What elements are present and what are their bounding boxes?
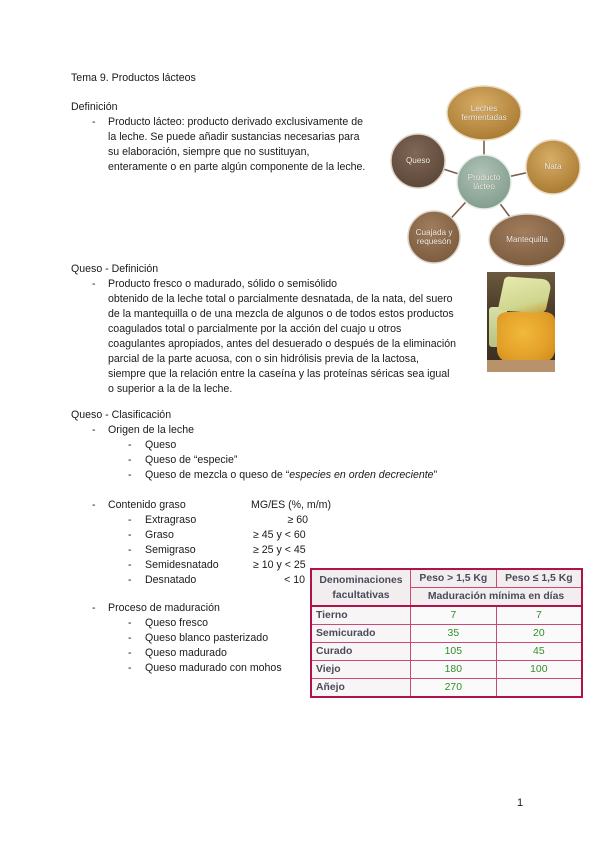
row-value-light: 7 xyxy=(496,606,582,625)
node-label-cuajada: Cuajada y requesón xyxy=(415,227,453,246)
definition-line: Producto lácteo: producto derivado exclusivamente de xyxy=(108,116,363,128)
graso-row-value: < 10 xyxy=(284,574,305,586)
row-value-heavy: 7 xyxy=(411,606,497,625)
maduracion-item: Queso blanco pasterizado xyxy=(145,632,269,644)
maduracion-item: Queso madurado xyxy=(145,647,227,659)
row-name: Semicurado xyxy=(311,625,411,643)
graso-row-name: Semidesnatado xyxy=(145,559,219,571)
table-row xyxy=(311,643,582,661)
bullet-dash: - xyxy=(128,439,132,451)
cheese-photo xyxy=(487,272,555,372)
maduracion-label: Proceso de maduración xyxy=(108,602,220,614)
definition-line: la leche. Se puede añadir sustancias necesarias para xyxy=(108,131,360,143)
cheese-definition-line: o superior a la de la leche. xyxy=(108,383,233,395)
graso-row-name: Semigraso xyxy=(145,544,196,556)
dairy-products-diagram xyxy=(390,80,590,270)
node-label-leches: Leches fermentadas xyxy=(461,103,507,122)
maduracion-item: Queso madurado con mohos xyxy=(145,662,282,674)
cheese-photo-board xyxy=(487,360,555,372)
table-row xyxy=(311,625,582,643)
bullet-dash: - xyxy=(128,647,132,659)
section-heading-definicion: Definición xyxy=(71,101,118,113)
origen-item: Queso xyxy=(145,439,177,451)
ripening-table xyxy=(310,568,583,698)
bullet-dash: - xyxy=(128,632,132,644)
row-name: Viejo xyxy=(311,661,411,679)
row-value-light: 45 xyxy=(496,643,582,661)
graso-row-value: ≥ 45 y < 60 xyxy=(253,529,306,541)
bullet-dash: - xyxy=(128,544,132,556)
mezcla-italic: especies en orden decreciente xyxy=(289,469,434,481)
graso-label: Contenido graso xyxy=(108,499,186,511)
header-peso-mayor: Peso > 1,5 Kg xyxy=(411,569,497,588)
header-maduracion-minima: Maduración mínima en días xyxy=(411,588,583,607)
page-number: 1 xyxy=(517,797,524,809)
row-value-heavy: 180 xyxy=(411,661,497,679)
row-value-light xyxy=(496,679,582,698)
cheese-definition-line: de la mantequilla o de una mezcla de algunos o de todos estos productos xyxy=(108,308,454,320)
bullet-dash: - xyxy=(128,469,132,481)
bullet-dash: - xyxy=(92,424,96,436)
table-row xyxy=(311,661,582,679)
origen-item-mezcla xyxy=(145,468,437,483)
origen-item: Queso de “especie” xyxy=(145,454,238,466)
graso-row-value: ≥ 25 y < 45 xyxy=(253,544,306,556)
row-name: Tierno xyxy=(311,606,411,625)
graso-row-name: Desnatado xyxy=(145,574,197,586)
cheese-definition-line: siempre que la relación entre la caseína y las proteínas séricas sea igual xyxy=(108,368,450,380)
mezcla-suffix: ” xyxy=(433,469,438,481)
definition-line: enteramente o en parte algún componente de la leche. xyxy=(108,161,366,173)
row-name: Curado xyxy=(311,643,411,661)
bullet-dash: - xyxy=(92,278,96,290)
bullet-dash: - xyxy=(128,559,132,571)
bullet-dash: - xyxy=(92,499,96,511)
document-title: Tema 9. Productos lácteos xyxy=(71,72,196,84)
graso-column-header: MG/ES (%, m/m) xyxy=(251,499,332,511)
graso-row-name: Graso xyxy=(145,529,174,541)
header-peso-menor: Peso ≤ 1,5 Kg xyxy=(496,569,582,588)
node-label-mantequilla: Mantequilla xyxy=(506,235,548,245)
row-name: Añejo xyxy=(311,679,411,698)
graso-row-value: ≥ 60 xyxy=(287,514,308,526)
graso-row-value: ≥ 10 y < 25 xyxy=(253,559,306,571)
mezcla-prefix: Queso de mezcla o queso de “ xyxy=(145,469,290,481)
origen-label: Origen de la leche xyxy=(108,424,194,436)
table-header-row xyxy=(311,569,582,588)
cheese-photo-wedge xyxy=(498,276,553,313)
graso-row-name: Extragraso xyxy=(145,514,197,526)
bullet-dash: - xyxy=(128,514,132,526)
row-value-light: 20 xyxy=(496,625,582,643)
bullet-dash: - xyxy=(128,617,132,629)
cheese-definition-line: obtenido de la leche total o parcialmente desnatada, de la nata, del suero xyxy=(108,293,453,305)
cheese-definition-line: parcial de la parte acuosa, con o sin hidrólisis previa de la lactosa, xyxy=(108,353,419,365)
cheese-photo-wheel xyxy=(497,312,555,364)
node-label-center: Producto lácteo xyxy=(467,172,501,191)
bullet-dash: - xyxy=(128,529,132,541)
table-row xyxy=(311,679,582,698)
row-value-light: 100 xyxy=(496,661,582,679)
row-value-heavy: 270 xyxy=(411,679,497,698)
bullet-dash: - xyxy=(128,574,132,586)
bullet-dash: - xyxy=(128,662,132,674)
table-row xyxy=(311,606,582,625)
bullet-dash: - xyxy=(92,602,96,614)
maduracion-item: Queso fresco xyxy=(145,617,209,629)
header-denominaciones: Denominaciones facultativas xyxy=(311,569,411,606)
definition-line: su elaboración, siempre que no sustituyan, xyxy=(108,146,310,158)
row-value-heavy: 35 xyxy=(411,625,497,643)
cheese-definition-line: Producto fresco o madurado, sólido o semisólido xyxy=(108,278,338,290)
node-label-queso: Queso xyxy=(405,156,431,166)
row-value-heavy: 105 xyxy=(411,643,497,661)
bullet-dash: - xyxy=(92,116,96,128)
bullet-dash: - xyxy=(128,454,132,466)
section-heading-queso-definicion: Queso - Definición xyxy=(71,263,159,275)
node-label-nata: Nata xyxy=(544,162,562,172)
section-heading-queso-clasificacion: Queso - Clasificación xyxy=(71,409,172,421)
cheese-definition-line: coagulados total o parcialmente por la acción del cuajo u otros xyxy=(108,323,402,335)
cheese-definition-line: coagulantes apropiados, antes del desuerado o después de la eliminación xyxy=(108,338,457,350)
